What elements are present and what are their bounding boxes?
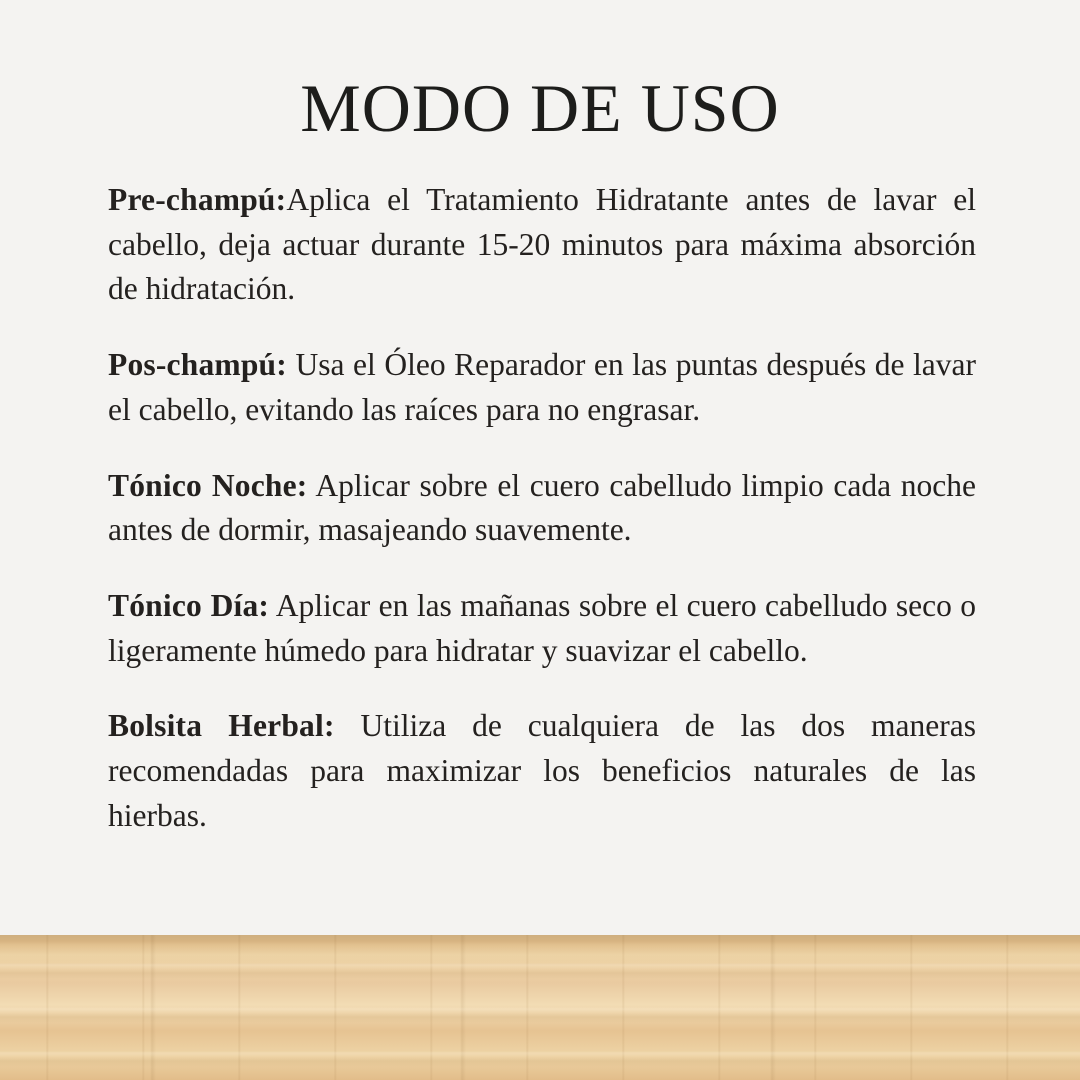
instruction-body: Utiliza de cualquiera de las dos maneras recomendadas para maximizar los beneficios naturales de las hierbas. [108, 708, 976, 833]
instruction-body: Aplica el Tratamiento Hidratante antes de lavar el cabello, deja actuar durante 15-20 minutos para máxima absorción de hidratación. [108, 182, 976, 307]
instruction-item-pre-champu [108, 178, 976, 312]
instruction-item-pos-champu [108, 343, 976, 432]
instruction-lead: Tónico Noche: [108, 467, 308, 503]
instruction-lead: Tónico Día: [108, 588, 270, 624]
instruction-lead: Pos-champú: [108, 347, 287, 383]
page-title: MODO DE USO [300, 70, 780, 146]
instruction-item-tonico-noche [108, 464, 976, 553]
instruction-item-bolsita-herbal [108, 704, 976, 838]
instruction-item-tonico-dia [108, 584, 976, 673]
instruction-body: Aplicar en las mañanas sobre el cuero cabelludo seco o ligeramente húmedo para hidratar y suavizar el cabello. [108, 588, 976, 668]
instruction-body: Aplicar sobre el cuero cabelludo limpio cada noche antes de dormir, masajeando suavemente. [108, 467, 976, 548]
instruction-body: Usa el Óleo Reparador en las puntas después de lavar el cabello, evitando las raíces para no engrasar. [108, 347, 976, 427]
instruction-lead: Pre-champú: [108, 182, 287, 217]
instructions-list [108, 178, 976, 839]
wood-floor-strip [0, 935, 1080, 1080]
instruction-lead: Bolsita Herbal: [108, 708, 335, 744]
